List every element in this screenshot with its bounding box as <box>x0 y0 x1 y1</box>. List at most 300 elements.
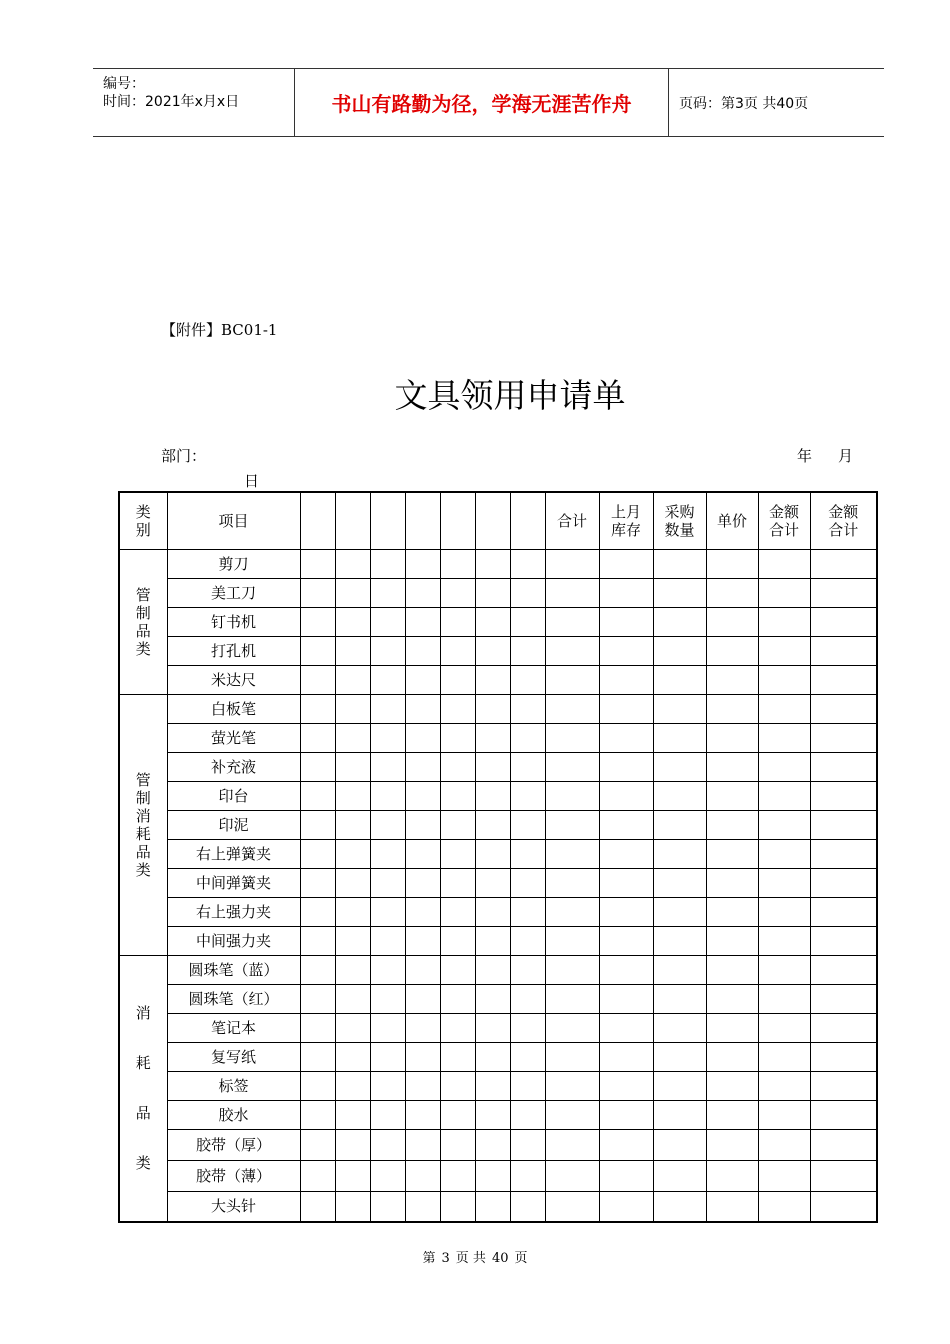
blank-entry-cell[interactable] <box>300 753 335 782</box>
blank-entry-cell[interactable] <box>405 811 440 840</box>
blank-entry-cell[interactable] <box>545 956 599 985</box>
blank-entry-cell[interactable] <box>440 1161 475 1192</box>
blank-entry-cell[interactable] <box>653 1130 706 1161</box>
blank-entry-cell[interactable] <box>335 1072 370 1101</box>
blank-entry-cell[interactable] <box>370 840 405 869</box>
blank-entry-cell[interactable] <box>758 1072 810 1101</box>
blank-entry-cell[interactable] <box>510 898 545 927</box>
blank-entry-cell[interactable] <box>510 811 545 840</box>
blank-entry-cell[interactable] <box>300 550 335 579</box>
blank-entry-cell[interactable] <box>706 550 758 579</box>
blank-entry-cell[interactable] <box>440 724 475 753</box>
blank-entry-cell[interactable] <box>475 1192 510 1222</box>
blank-entry-cell[interactable] <box>370 1101 405 1130</box>
blank-entry-cell[interactable] <box>653 956 706 985</box>
blank-entry-cell[interactable] <box>810 1043 877 1072</box>
blank-entry-cell[interactable] <box>510 1192 545 1222</box>
blank-entry-cell[interactable] <box>653 550 706 579</box>
blank-entry-cell[interactable] <box>300 1161 335 1192</box>
blank-entry-cell[interactable] <box>370 811 405 840</box>
blank-entry-cell[interactable] <box>510 637 545 666</box>
blank-entry-cell[interactable] <box>300 1014 335 1043</box>
blank-entry-cell[interactable] <box>599 1043 653 1072</box>
blank-entry-cell[interactable] <box>758 782 810 811</box>
blank-entry-cell[interactable] <box>370 869 405 898</box>
blank-entry-cell[interactable] <box>440 956 475 985</box>
blank-entry-cell[interactable] <box>475 579 510 608</box>
blank-entry-cell[interactable] <box>300 956 335 985</box>
blank-entry-cell[interactable] <box>300 637 335 666</box>
blank-entry-cell[interactable] <box>405 724 440 753</box>
blank-entry-cell[interactable] <box>545 1130 599 1161</box>
blank-entry-cell[interactable] <box>653 637 706 666</box>
blank-entry-cell[interactable] <box>810 811 877 840</box>
blank-entry-cell[interactable] <box>475 1072 510 1101</box>
blank-entry-cell[interactable] <box>475 637 510 666</box>
blank-entry-cell[interactable] <box>810 782 877 811</box>
blank-entry-cell[interactable] <box>545 840 599 869</box>
blank-entry-cell[interactable] <box>440 782 475 811</box>
blank-entry-cell[interactable] <box>706 869 758 898</box>
blank-entry-cell[interactable] <box>758 550 810 579</box>
blank-entry-cell[interactable] <box>599 637 653 666</box>
blank-entry-cell[interactable] <box>599 1072 653 1101</box>
blank-entry-cell[interactable] <box>599 956 653 985</box>
blank-entry-cell[interactable] <box>475 898 510 927</box>
blank-entry-cell[interactable] <box>510 869 545 898</box>
blank-entry-cell[interactable] <box>370 666 405 695</box>
blank-entry-cell[interactable] <box>440 927 475 956</box>
blank-entry-cell[interactable] <box>653 1043 706 1072</box>
blank-entry-cell[interactable] <box>405 1072 440 1101</box>
blank-entry-cell[interactable] <box>810 1192 877 1222</box>
blank-entry-cell[interactable] <box>706 840 758 869</box>
blank-entry-cell[interactable] <box>475 1161 510 1192</box>
blank-entry-cell[interactable] <box>758 608 810 637</box>
blank-entry-cell[interactable] <box>758 1101 810 1130</box>
blank-entry-cell[interactable] <box>810 869 877 898</box>
blank-entry-cell[interactable] <box>706 811 758 840</box>
blank-entry-cell[interactable] <box>370 579 405 608</box>
blank-entry-cell[interactable] <box>758 1192 810 1222</box>
blank-entry-cell[interactable] <box>810 1072 877 1101</box>
blank-entry-cell[interactable] <box>653 811 706 840</box>
blank-entry-cell[interactable] <box>653 1192 706 1222</box>
blank-entry-cell[interactable] <box>335 608 370 637</box>
blank-entry-cell[interactable] <box>475 608 510 637</box>
blank-entry-cell[interactable] <box>758 985 810 1014</box>
blank-entry-cell[interactable] <box>370 753 405 782</box>
blank-entry-cell[interactable] <box>810 1101 877 1130</box>
blank-entry-cell[interactable] <box>370 550 405 579</box>
blank-entry-cell[interactable] <box>599 753 653 782</box>
blank-entry-cell[interactable] <box>405 1130 440 1161</box>
blank-entry-cell[interactable] <box>706 695 758 724</box>
blank-entry-cell[interactable] <box>440 666 475 695</box>
blank-entry-cell[interactable] <box>335 666 370 695</box>
blank-entry-cell[interactable] <box>599 666 653 695</box>
blank-entry-cell[interactable] <box>653 753 706 782</box>
blank-entry-cell[interactable] <box>810 898 877 927</box>
blank-entry-cell[interactable] <box>300 869 335 898</box>
blank-entry-cell[interactable] <box>599 550 653 579</box>
blank-entry-cell[interactable] <box>810 840 877 869</box>
blank-entry-cell[interactable] <box>510 550 545 579</box>
blank-entry-cell[interactable] <box>545 1161 599 1192</box>
blank-entry-cell[interactable] <box>653 985 706 1014</box>
blank-entry-cell[interactable] <box>440 1130 475 1161</box>
blank-entry-cell[interactable] <box>405 1043 440 1072</box>
blank-entry-cell[interactable] <box>653 927 706 956</box>
blank-entry-cell[interactable] <box>300 782 335 811</box>
blank-entry-cell[interactable] <box>653 1014 706 1043</box>
blank-entry-cell[interactable] <box>545 753 599 782</box>
blank-entry-cell[interactable] <box>510 695 545 724</box>
blank-entry-cell[interactable] <box>653 1072 706 1101</box>
blank-entry-cell[interactable] <box>706 898 758 927</box>
blank-entry-cell[interactable] <box>405 608 440 637</box>
blank-entry-cell[interactable] <box>545 1014 599 1043</box>
blank-entry-cell[interactable] <box>758 579 810 608</box>
blank-entry-cell[interactable] <box>475 927 510 956</box>
blank-entry-cell[interactable] <box>335 550 370 579</box>
blank-entry-cell[interactable] <box>370 1130 405 1161</box>
blank-entry-cell[interactable] <box>475 840 510 869</box>
blank-entry-cell[interactable] <box>405 985 440 1014</box>
blank-entry-cell[interactable] <box>510 1072 545 1101</box>
blank-entry-cell[interactable] <box>370 724 405 753</box>
blank-entry-cell[interactable] <box>370 956 405 985</box>
blank-entry-cell[interactable] <box>370 927 405 956</box>
blank-entry-cell[interactable] <box>370 898 405 927</box>
blank-entry-cell[interactable] <box>335 898 370 927</box>
blank-entry-cell[interactable] <box>440 550 475 579</box>
blank-entry-cell[interactable] <box>475 1101 510 1130</box>
blank-entry-cell[interactable] <box>300 985 335 1014</box>
blank-entry-cell[interactable] <box>706 1161 758 1192</box>
blank-entry-cell[interactable] <box>300 608 335 637</box>
blank-entry-cell[interactable] <box>440 695 475 724</box>
blank-entry-cell[interactable] <box>706 927 758 956</box>
blank-entry-cell[interactable] <box>653 1161 706 1192</box>
blank-entry-cell[interactable] <box>440 1014 475 1043</box>
blank-entry-cell[interactable] <box>475 1130 510 1161</box>
blank-entry-cell[interactable] <box>653 666 706 695</box>
blank-entry-cell[interactable] <box>510 985 545 1014</box>
blank-entry-cell[interactable] <box>510 956 545 985</box>
blank-entry-cell[interactable] <box>335 782 370 811</box>
blank-entry-cell[interactable] <box>370 1014 405 1043</box>
blank-entry-cell[interactable] <box>545 637 599 666</box>
blank-entry-cell[interactable] <box>758 840 810 869</box>
blank-entry-cell[interactable] <box>545 782 599 811</box>
blank-entry-cell[interactable] <box>599 579 653 608</box>
blank-entry-cell[interactable] <box>810 579 877 608</box>
blank-entry-cell[interactable] <box>653 898 706 927</box>
blank-entry-cell[interactable] <box>370 985 405 1014</box>
blank-entry-cell[interactable] <box>599 840 653 869</box>
blank-entry-cell[interactable] <box>653 782 706 811</box>
blank-entry-cell[interactable] <box>706 637 758 666</box>
blank-entry-cell[interactable] <box>405 956 440 985</box>
blank-entry-cell[interactable] <box>653 1101 706 1130</box>
blank-entry-cell[interactable] <box>545 898 599 927</box>
blank-entry-cell[interactable] <box>335 1043 370 1072</box>
blank-entry-cell[interactable] <box>510 1101 545 1130</box>
blank-entry-cell[interactable] <box>545 1192 599 1222</box>
blank-entry-cell[interactable] <box>653 608 706 637</box>
blank-entry-cell[interactable] <box>405 695 440 724</box>
blank-entry-cell[interactable] <box>545 1072 599 1101</box>
blank-entry-cell[interactable] <box>810 695 877 724</box>
table-row <box>119 840 877 869</box>
blank-entry-cell[interactable] <box>370 1072 405 1101</box>
blank-entry-cell[interactable] <box>599 811 653 840</box>
blank-entry-cell[interactable] <box>335 840 370 869</box>
blank-entry-cell[interactable] <box>653 579 706 608</box>
blank-entry-cell[interactable] <box>335 637 370 666</box>
blank-entry-cell[interactable] <box>405 1101 440 1130</box>
blank-entry-cell[interactable] <box>405 1161 440 1192</box>
blank-entry-cell[interactable] <box>440 840 475 869</box>
blank-entry-cell[interactable] <box>758 666 810 695</box>
blank-entry-cell[interactable] <box>599 1192 653 1222</box>
blank-entry-cell[interactable] <box>475 985 510 1014</box>
blank-entry-cell[interactable] <box>706 608 758 637</box>
blank-entry-cell[interactable] <box>370 1043 405 1072</box>
blank-entry-cell[interactable] <box>810 637 877 666</box>
blank-entry-cell[interactable] <box>300 1130 335 1161</box>
blank-entry-cell[interactable] <box>405 1014 440 1043</box>
blank-entry-cell[interactable] <box>599 724 653 753</box>
blank-entry-cell[interactable] <box>653 724 706 753</box>
blank-entry-cell[interactable] <box>758 695 810 724</box>
blank-entry-cell[interactable] <box>545 550 599 579</box>
blank-entry-cell[interactable] <box>300 898 335 927</box>
blank-entry-cell[interactable] <box>810 985 877 1014</box>
blank-entry-cell[interactable] <box>758 637 810 666</box>
blank-entry-cell[interactable] <box>440 608 475 637</box>
blank-entry-cell[interactable] <box>475 1014 510 1043</box>
blank-entry-cell[interactable] <box>300 811 335 840</box>
blank-entry-cell[interactable] <box>599 898 653 927</box>
blank-entry-cell[interactable] <box>810 1014 877 1043</box>
blank-entry-cell[interactable] <box>810 927 877 956</box>
blank-entry-cell[interactable] <box>545 608 599 637</box>
blank-entry-cell[interactable] <box>758 956 810 985</box>
blank-entry-cell[interactable] <box>405 550 440 579</box>
blank-entry-cell[interactable] <box>440 869 475 898</box>
blank-entry-cell[interactable] <box>335 927 370 956</box>
blank-entry-cell[interactable] <box>545 1101 599 1130</box>
blank-entry-cell[interactable] <box>653 840 706 869</box>
blank-entry-cell[interactable] <box>370 695 405 724</box>
blank-entry-cell[interactable] <box>810 753 877 782</box>
blank-entry-cell[interactable] <box>335 985 370 1014</box>
blank-entry-cell[interactable] <box>545 1043 599 1072</box>
blank-entry-cell[interactable] <box>510 840 545 869</box>
blank-entry-cell[interactable] <box>758 753 810 782</box>
blank-entry-cell[interactable] <box>810 666 877 695</box>
blank-entry-cell[interactable] <box>706 753 758 782</box>
blank-entry-cell[interactable] <box>405 1192 440 1222</box>
blank-entry-cell[interactable] <box>475 811 510 840</box>
blank-entry-cell[interactable] <box>545 666 599 695</box>
blank-entry-cell[interactable] <box>405 782 440 811</box>
blank-entry-cell[interactable] <box>335 956 370 985</box>
blank-entry-cell[interactable] <box>706 782 758 811</box>
blank-entry-cell[interactable] <box>300 1101 335 1130</box>
blank-entry-cell[interactable] <box>335 1101 370 1130</box>
blank-entry-cell[interactable] <box>653 869 706 898</box>
blank-entry-cell[interactable] <box>370 637 405 666</box>
blank-entry-cell[interactable] <box>510 1130 545 1161</box>
blank-entry-cell[interactable] <box>335 869 370 898</box>
blank-entry-cell[interactable] <box>510 1161 545 1192</box>
blank-entry-cell[interactable] <box>335 1192 370 1222</box>
blank-entry-cell[interactable] <box>510 927 545 956</box>
blank-entry-cell[interactable] <box>510 579 545 608</box>
blank-entry-cell[interactable] <box>599 927 653 956</box>
blank-entry-cell[interactable] <box>758 1043 810 1072</box>
blank-entry-cell[interactable] <box>475 695 510 724</box>
blank-entry-cell[interactable] <box>599 782 653 811</box>
blank-entry-cell[interactable] <box>300 1043 335 1072</box>
blank-entry-cell[interactable] <box>440 985 475 1014</box>
blank-entry-cell[interactable] <box>440 1101 475 1130</box>
blank-entry-cell[interactable] <box>599 985 653 1014</box>
blank-entry-cell[interactable] <box>599 1130 653 1161</box>
blank-entry-cell[interactable] <box>545 695 599 724</box>
blank-entry-cell[interactable] <box>335 753 370 782</box>
blank-entry-cell[interactable] <box>758 927 810 956</box>
blank-entry-cell[interactable] <box>370 782 405 811</box>
blank-entry-cell[interactable] <box>758 1130 810 1161</box>
blank-entry-cell[interactable] <box>475 869 510 898</box>
blank-entry-cell[interactable] <box>758 811 810 840</box>
blank-entry-cell[interactable] <box>300 1192 335 1222</box>
blank-entry-cell[interactable] <box>706 985 758 1014</box>
blank-entry-cell[interactable] <box>440 1192 475 1222</box>
blank-entry-cell[interactable] <box>300 579 335 608</box>
blank-entry-cell[interactable] <box>475 550 510 579</box>
blank-entry-cell[interactable] <box>335 695 370 724</box>
blank-entry-cell[interactable] <box>335 579 370 608</box>
blank-entry-cell[interactable] <box>758 724 810 753</box>
blank-entry-cell[interactable] <box>510 1014 545 1043</box>
blank-entry-cell[interactable] <box>475 1043 510 1072</box>
blank-entry-cell[interactable] <box>510 724 545 753</box>
blank-entry-cell[interactable] <box>810 956 877 985</box>
blank-entry-cell[interactable] <box>758 898 810 927</box>
blank-entry-cell[interactable] <box>510 608 545 637</box>
blank-entry-cell[interactable] <box>599 695 653 724</box>
blank-entry-cell[interactable] <box>475 956 510 985</box>
blank-entry-cell[interactable] <box>440 811 475 840</box>
blank-entry-cell[interactable] <box>405 898 440 927</box>
blank-entry-cell[interactable] <box>706 956 758 985</box>
blank-entry-cell[interactable] <box>545 724 599 753</box>
blank-entry-cell[interactable] <box>300 1072 335 1101</box>
blank-entry-cell[interactable] <box>405 869 440 898</box>
blank-entry-cell[interactable] <box>706 1101 758 1130</box>
blank-entry-cell[interactable] <box>706 1072 758 1101</box>
blank-entry-cell[interactable] <box>706 1043 758 1072</box>
blank-entry-cell[interactable] <box>405 927 440 956</box>
blank-entry-cell[interactable] <box>810 1130 877 1161</box>
blank-entry-cell[interactable] <box>405 840 440 869</box>
blank-entry-cell[interactable] <box>653 695 706 724</box>
blank-entry-cell[interactable] <box>335 811 370 840</box>
blank-entry-cell[interactable] <box>370 608 405 637</box>
blank-entry-cell[interactable] <box>300 666 335 695</box>
blank-entry-cell[interactable] <box>335 1130 370 1161</box>
blank-entry-cell[interactable] <box>599 1101 653 1130</box>
blank-entry-cell[interactable] <box>335 1014 370 1043</box>
blank-entry-cell[interactable] <box>300 695 335 724</box>
blank-entry-cell[interactable] <box>475 724 510 753</box>
blank-entry-cell[interactable] <box>706 1130 758 1161</box>
blank-entry-cell[interactable] <box>335 1161 370 1192</box>
blank-entry-cell[interactable] <box>510 1043 545 1072</box>
blank-entry-cell[interactable] <box>599 608 653 637</box>
blank-entry-cell[interactable] <box>510 666 545 695</box>
blank-entry-cell[interactable] <box>758 869 810 898</box>
blank-entry-cell[interactable] <box>758 1161 810 1192</box>
blank-entry-cell[interactable] <box>440 579 475 608</box>
blank-entry-cell[interactable] <box>758 1014 810 1043</box>
blank-entry-cell[interactable] <box>475 782 510 811</box>
blank-entry-cell[interactable] <box>440 753 475 782</box>
blank-entry-cell[interactable] <box>599 1014 653 1043</box>
blank-entry-cell[interactable] <box>545 811 599 840</box>
blank-entry-cell[interactable] <box>300 927 335 956</box>
blank-entry-cell[interactable] <box>300 724 335 753</box>
blank-entry-cell[interactable] <box>440 1043 475 1072</box>
blank-entry-cell[interactable] <box>706 666 758 695</box>
blank-entry-cell[interactable] <box>440 637 475 666</box>
blank-entry-cell[interactable] <box>706 579 758 608</box>
blank-entry-cell[interactable] <box>440 1072 475 1101</box>
blank-entry-cell[interactable] <box>810 550 877 579</box>
blank-entry-cell[interactable] <box>405 753 440 782</box>
blank-entry-cell[interactable] <box>545 985 599 1014</box>
blank-entry-cell[interactable] <box>545 927 599 956</box>
blank-entry-cell[interactable] <box>599 1161 653 1192</box>
blank-entry-cell[interactable] <box>810 724 877 753</box>
blank-entry-cell[interactable] <box>440 898 475 927</box>
blank-entry-cell[interactable] <box>810 608 877 637</box>
blank-entry-cell[interactable] <box>706 1192 758 1222</box>
blank-entry-cell[interactable] <box>599 869 653 898</box>
blank-entry-cell[interactable] <box>405 579 440 608</box>
blank-entry-cell[interactable] <box>510 782 545 811</box>
blank-entry-cell[interactable] <box>706 724 758 753</box>
blank-entry-cell[interactable] <box>510 753 545 782</box>
blank-entry-cell[interactable] <box>405 637 440 666</box>
blank-entry-cell[interactable] <box>475 753 510 782</box>
blank-entry-cell[interactable] <box>810 1161 877 1192</box>
blank-entry-cell[interactable] <box>405 666 440 695</box>
blank-entry-cell[interactable] <box>335 724 370 753</box>
blank-entry-cell[interactable] <box>370 1192 405 1222</box>
blank-entry-cell[interactable] <box>300 840 335 869</box>
blank-entry-cell[interactable] <box>545 579 599 608</box>
blank-entry-cell[interactable] <box>370 1161 405 1192</box>
blank-entry-cell[interactable] <box>475 666 510 695</box>
blank-entry-cell[interactable] <box>706 1014 758 1043</box>
blank-entry-cell[interactable] <box>545 869 599 898</box>
